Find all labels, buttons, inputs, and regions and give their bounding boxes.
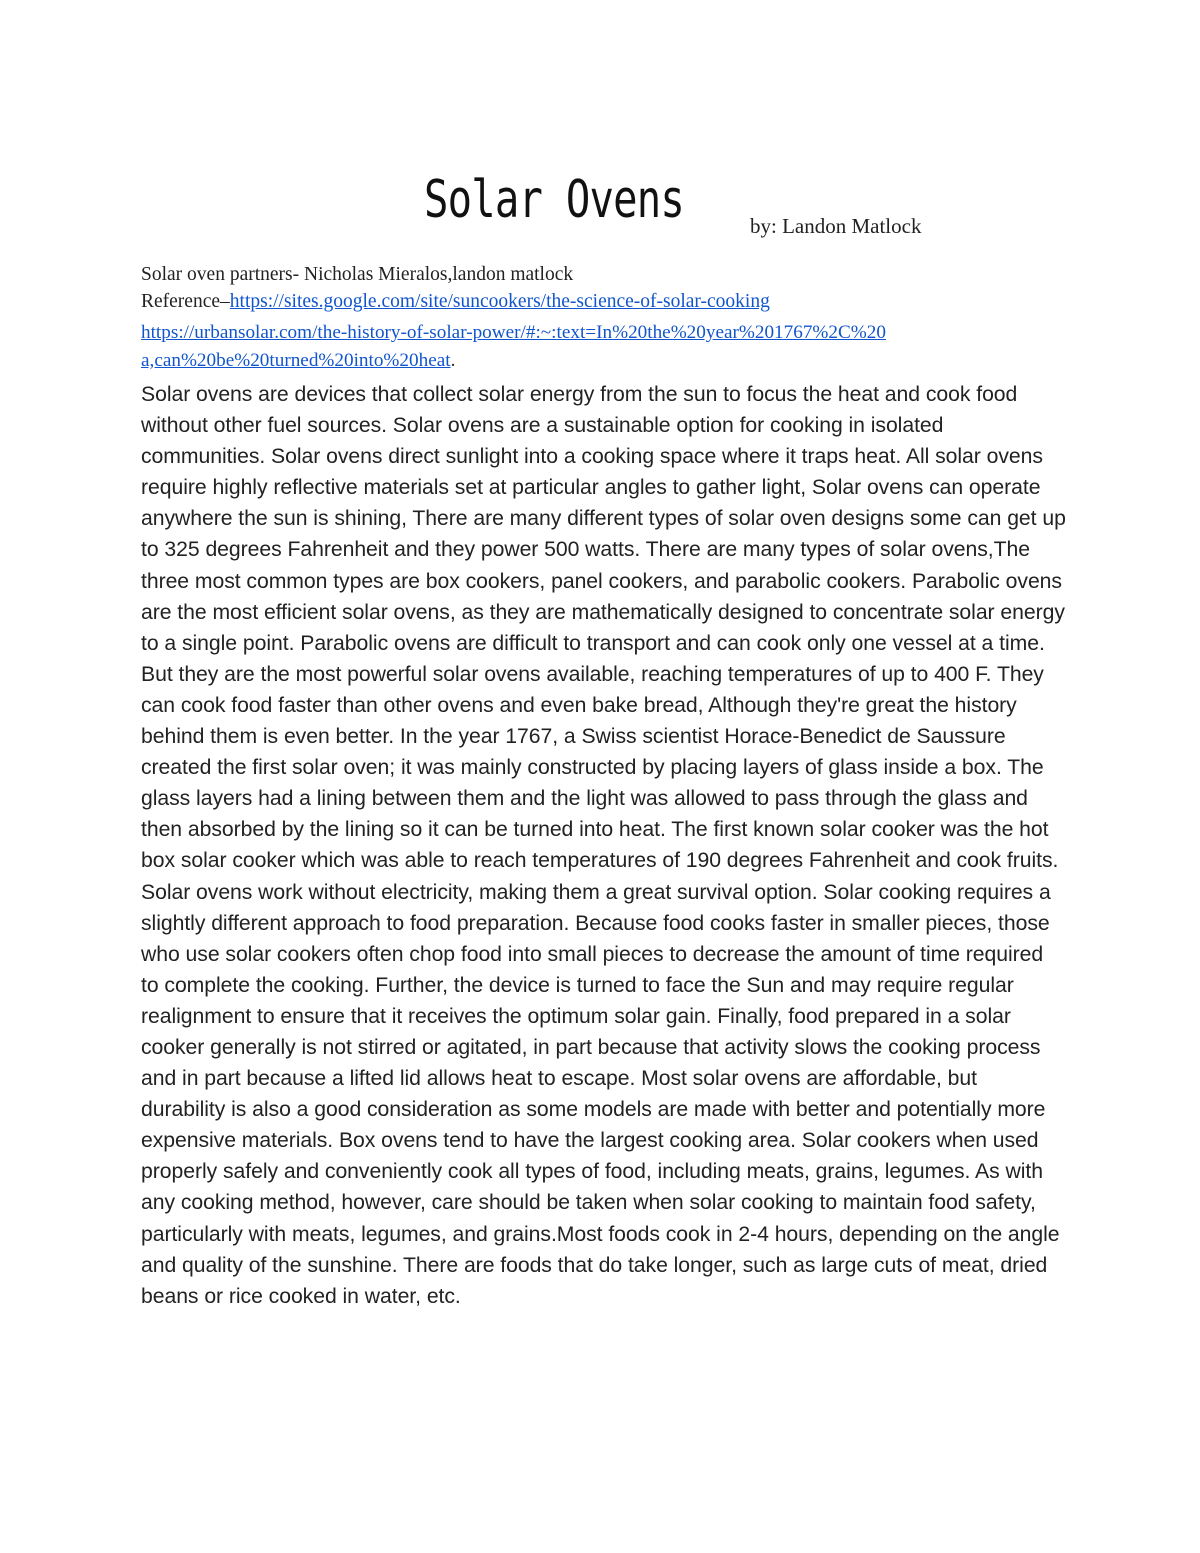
- reference-link-urbansolar-part2[interactable]: a,can%20be%20turned%20into%20heat: [141, 350, 451, 371]
- title-row: [0, 160, 1200, 250]
- partners-line: Solar oven partners- Nicholas Mieralos,landon matlock: [141, 264, 574, 285]
- page-title: Solar Ovens: [424, 170, 685, 230]
- author-byline: by: Landon Matlock: [750, 214, 922, 238]
- reference-line-2: [141, 320, 886, 346]
- reference-line: [141, 289, 770, 315]
- reference-link-suncookers[interactable]: https://sites.google.com/site/suncookers/the-science-of-solar-cooking: [229, 291, 770, 312]
- body-paragraph: Solar ovens are devices that collect solar energy from the sun to focus the heat and cook food without other fuel sources. Solar ovens are a sustainable option for cooking in isolated communities. Solar ovens direct sunlight into a cooking space where it traps heat. All solar ovens require highly reflective materials set at particular angles to gather light, Solar ovens can operate anywhere the sun is shining, There are many different types of solar oven designs some can get up to 325 degrees Fahrenheit and they power 500 watts. There are many types of solar ovens,The three most common types are box cookers, panel cookers, and parabolic cookers. Parabolic ovens are the most efficient solar ovens, as they are mathematically designed to concentrate solar energy to a single point. Parabolic ovens are difficult to transport and can cook only one vessel at a time. But they are the most powerful solar ovens available, reaching temperatures of up to 400 F. They can cook food faster than other ovens and even bake bread, Although they're great the history behind them is even better. In the year 1767, a Swiss scientist Horace-Benedict de Saussure created the first solar oven; it was mainly constructed by placing layers of glass inside a box. The glass layers had a lining between them and the light was allowed to pass through the glass and then absorbed by the lining so it can be turned into heat. The first known solar cooker was the hot box solar cooker which was able to reach temperatures of 190 degrees Fahrenheit and cook fruits. Solar ovens work without electricity, making them a great survival option. Solar cooking requires a slightly different approach to food preparation. Because food cooks faster in smaller pieces, those who use solar cookers often chop food into small pieces to decrease the amount of time required to complete the cooking. Further, the device is turned to face the Sun and may require regular realignment to ensure that it receives the optimum solar gain. Finally, food prepared in a solar cooker generally is not stirred or agitated, in part because that activity slows the cooking process and in part because a lifted lid allows heat to escape. Most solar ovens are affordable, but durability is also a good consideration as some models are made with better and potentially more expensive materials. Box ovens tend to have the largest cooking area. Solar cookers when used properly safely and conveniently cook all types of food, including meats, grains, legumes. As with any cooking method, however, care should be taken when solar cooking to maintain food safety, particularly with meats, legumes, and grains.Most foods cook in 2-4 hours, depending on the angle and quality of the sunshine. There are foods that do take longer, such as large cuts of meat, dried beans or rice cooked in water, etc.: [141, 383, 1066, 1308]
- reference-link-urbansolar-part1[interactable]: https://urbansolar.com/the-history-of-solar-power/#:~:text=In%20the%20year%201767%2C%20: [141, 322, 886, 343]
- reference-line-3: [141, 348, 455, 374]
- reference-label: Reference–: [141, 291, 230, 312]
- reference-trailing: .: [450, 350, 456, 371]
